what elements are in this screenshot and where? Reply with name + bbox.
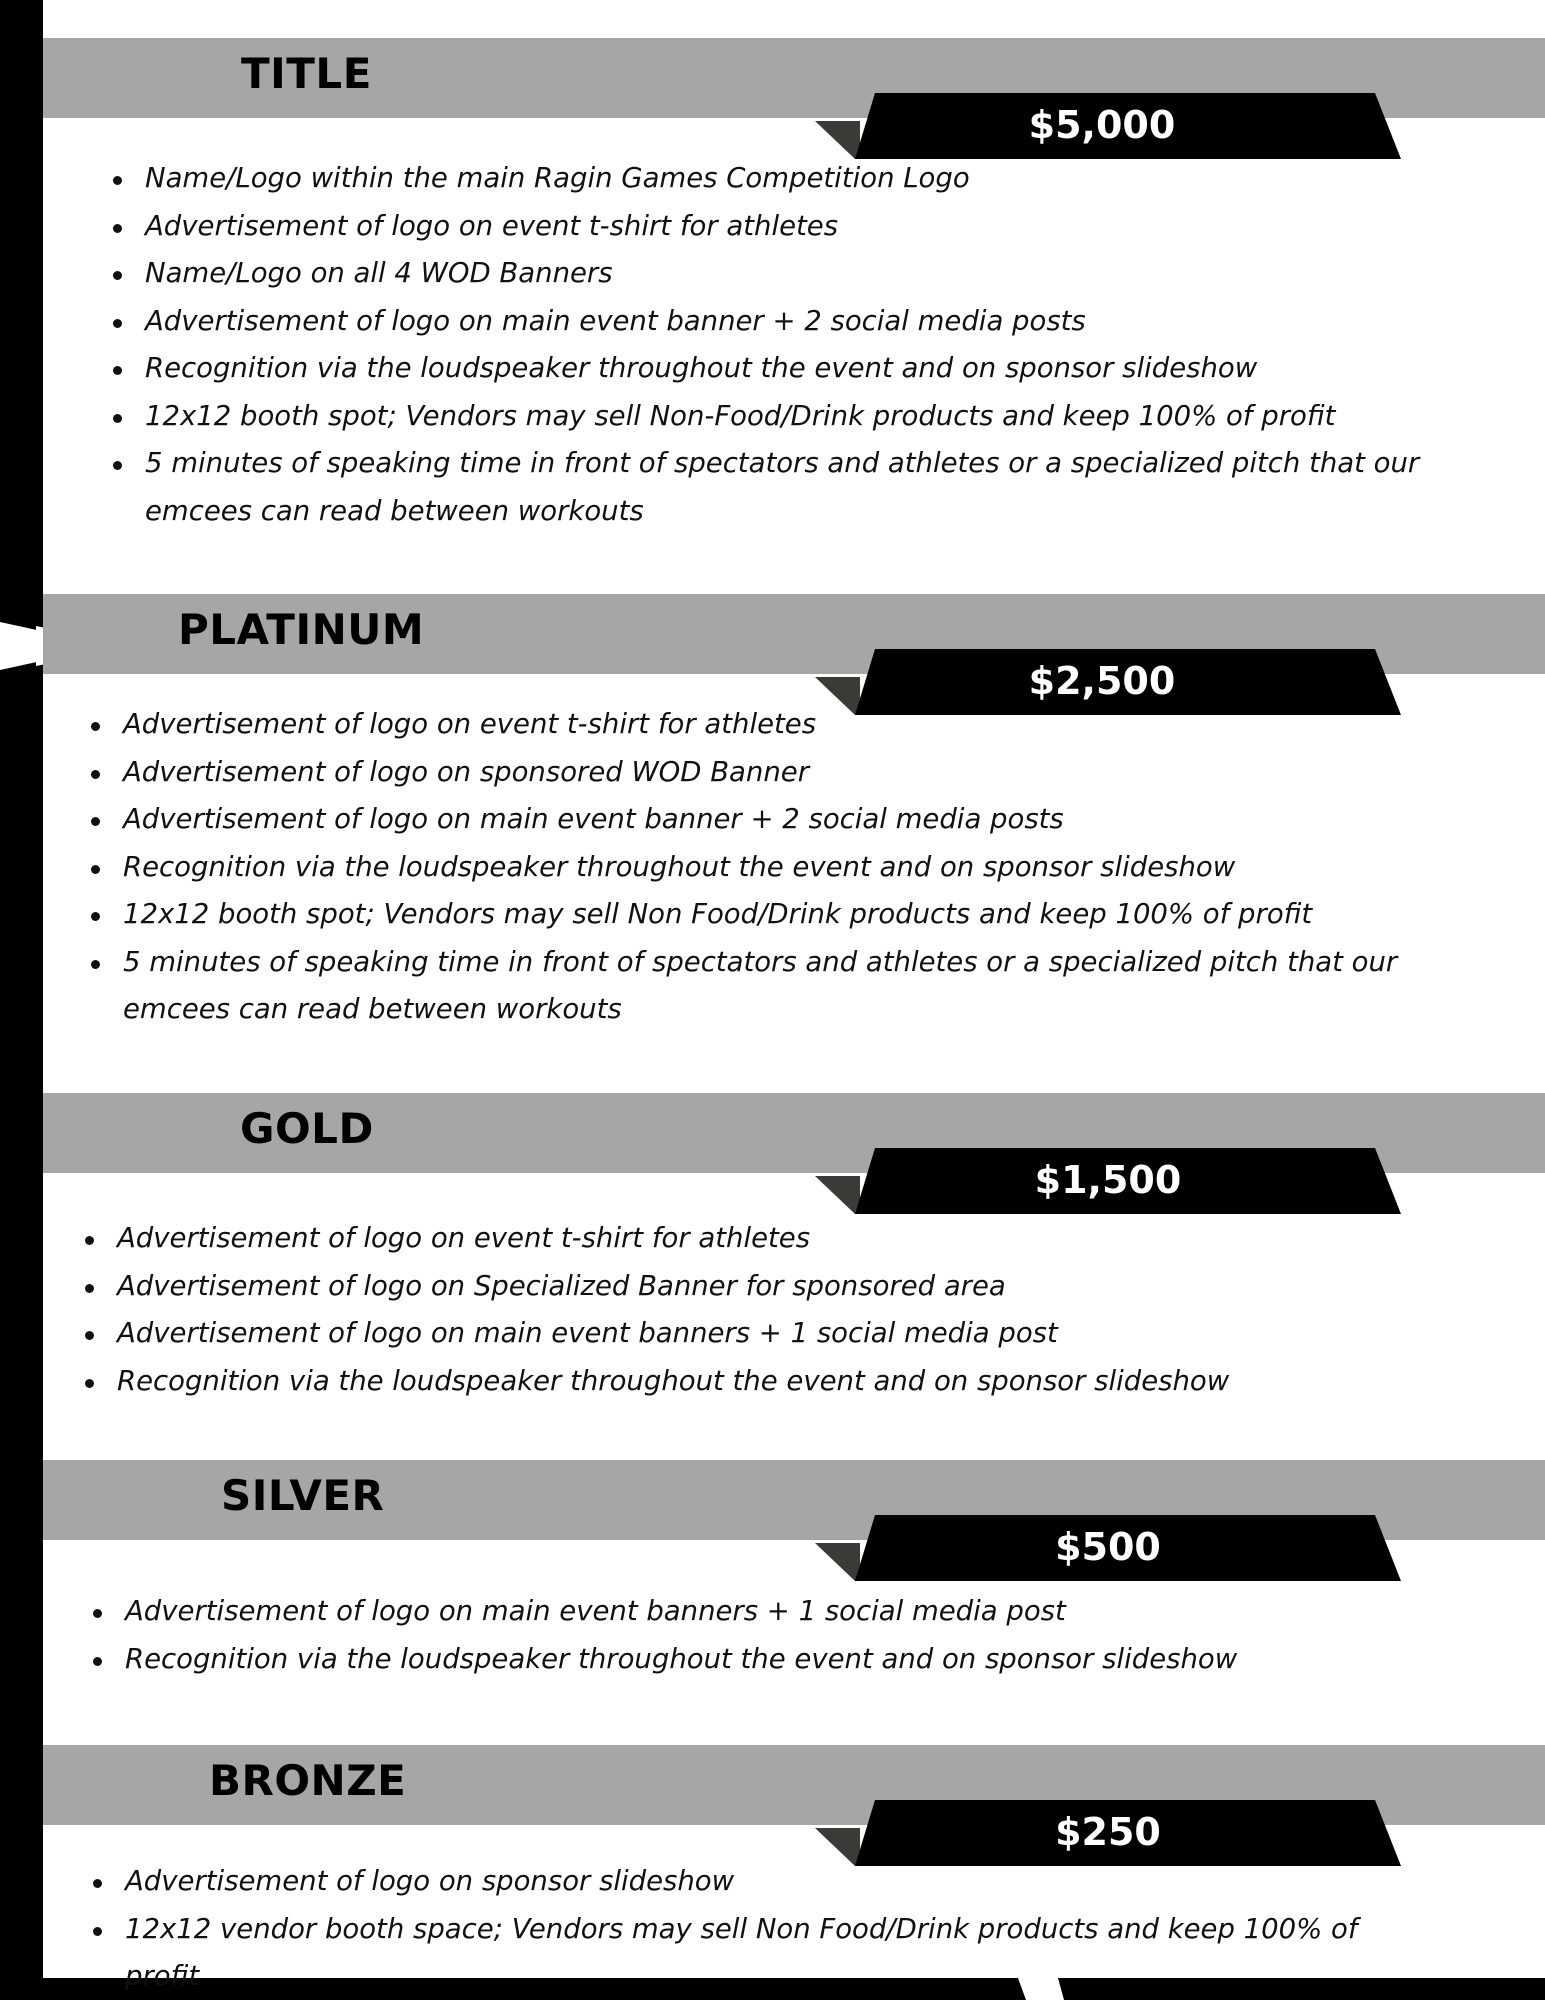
feature-item: Name/Logo within the main Ragin Games Competition Logo (110, 155, 1460, 203)
feature-item: 5 minutes of speaking time in front of spectators and athletes or a specialized pitch that our emcees can read between workouts (110, 440, 1460, 535)
feature-item: Recognition via the loudspeaker throughout the event and on sponsor slideshow (82, 1358, 1432, 1406)
feature-item: Advertisement of logo on main event banner + 2 social media posts (88, 796, 1438, 844)
feature-item: Advertisement of logo on Specialized Banner for sponsored area (82, 1263, 1432, 1311)
tier-name: GOLD (240, 1104, 374, 1153)
tier-price: $5,000 (1028, 103, 1176, 147)
feature-item: Advertisement of logo on event t-shirt for athletes (110, 203, 1460, 251)
feature-list (110, 155, 1460, 535)
tier-name: PLATINUM (178, 605, 425, 654)
feature-item: Advertisement of logo on event t-shirt for athletes (88, 701, 1438, 749)
feature-item: Recognition via the loudspeaker throughout the event and on sponsor slideshow (110, 345, 1460, 393)
feature-item: Advertisement of logo on sponsor slideshow (90, 1858, 1440, 1906)
feature-item: Recognition via the loudspeaker throughout the event and on sponsor slideshow (88, 844, 1438, 892)
feature-item: Advertisement of logo on event t-shirt for athletes (82, 1215, 1432, 1263)
tier-name: SILVER (221, 1471, 385, 1520)
feature-item: 12x12 booth spot; Vendors may sell Non Food/Drink products and keep 100% of profit (88, 891, 1438, 939)
feature-list (90, 1588, 1440, 1683)
feature-list (82, 1215, 1432, 1405)
feature-item: Advertisement of logo on main event banners + 1 social media post (82, 1310, 1432, 1358)
feature-item: 5 minutes of speaking time in front of spectators and athletes or a specialized pitch that our emcees can read between workouts (88, 939, 1438, 1034)
feature-item: Advertisement of logo on sponsored WOD Banner (88, 749, 1438, 797)
feature-list (88, 701, 1438, 1034)
left-bar-notch (0, 622, 46, 670)
feature-item: Advertisement of logo on main event banner + 2 social media posts (110, 298, 1460, 346)
tier-price: $1,500 (1034, 1158, 1182, 1202)
tier-price: $500 (1055, 1525, 1161, 1569)
feature-item: Name/Logo on all 4 WOD Banners (110, 250, 1460, 298)
feature-item: 12x12 booth spot; Vendors may sell Non-Food/Drink products and keep 100% of profit (110, 393, 1460, 441)
feature-list (90, 1858, 1440, 2001)
tier-price: $2,500 (1028, 659, 1176, 703)
tier-price: $250 (1055, 1810, 1161, 1854)
feature-item: 12x12 vendor booth space; Vendors may sell Non Food/Drink products and keep 100% of profit (90, 1906, 1440, 2001)
tier-name: BRONZE (209, 1756, 407, 1805)
feature-item: Recognition via the loudspeaker throughout the event and on sponsor slideshow (90, 1636, 1440, 1684)
feature-item: Advertisement of logo on main event banners + 1 social media post (90, 1588, 1440, 1636)
left-decorative-bar (0, 0, 43, 2000)
tier-name: TITLE (241, 49, 372, 98)
